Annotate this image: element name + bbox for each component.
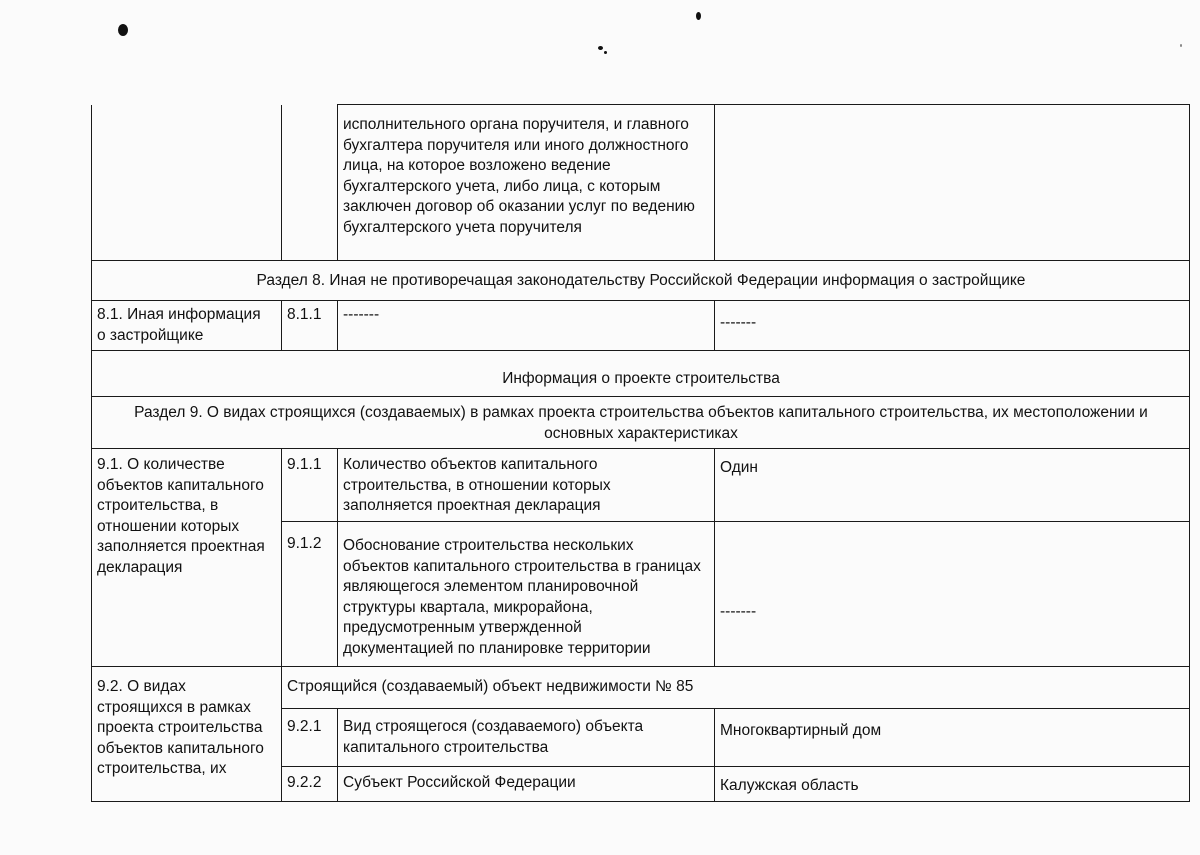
row-description-cell: [338, 301, 715, 351]
continuation-description-cell: [338, 105, 715, 261]
row-code: 9.1.1: [287, 456, 322, 473]
row-value-cell: [715, 767, 1190, 802]
row-code-cell: [282, 767, 338, 802]
group-9-2-label: 9.2. О видах строящихся в рамках проекта строительства объектов капитального строительства, их: [97, 678, 264, 777]
group-label-cell: [92, 449, 282, 667]
row-description: Обоснование строительства нескольких объектов капитального строительства в границах являющегося элементом планировочной структуры квартала, микрорайона, предусмотренным утвержденной документацией по планировке территории: [343, 537, 701, 657]
row-code-cell: [282, 449, 338, 522]
table-row: [92, 351, 1190, 397]
row-code-cell: [282, 301, 338, 351]
continuation-description: исполнительного органа поручителя, и главного бухгалтера поручителя или иного должностного лица, на которое возложено ведение бухгалтерского учета, либо лица, с которым заключен договор об оказании услуг по ведению бухгалтерского учета поручителя: [343, 116, 695, 236]
scan-speck: [118, 24, 128, 36]
row-value: -------: [720, 314, 757, 331]
row-value-cell: [715, 449, 1190, 522]
scan-speck: [696, 12, 701, 20]
row-description: Вид строящегося (создаваемого) объекта капитального строительства: [343, 718, 644, 756]
group-label-cell: [92, 667, 282, 802]
row-value-cell: [715, 709, 1190, 767]
row-code-cell: [282, 709, 338, 767]
row-value: -------: [720, 603, 757, 620]
section-8-header: Раздел 8. Иная не противоречащая законодательству Российской Федерации информация о застройщике: [256, 272, 1026, 289]
row-code: 8.1.1: [287, 306, 322, 323]
row-code: 9.2.1: [287, 718, 322, 735]
section-header-cell: [92, 261, 1190, 301]
empty-cell: [92, 105, 282, 261]
section-header-cell: [92, 397, 1190, 449]
group-9-1-label: 9.1. О количестве объектов капитального строительства, в отношении которых заполняется проектная декларация: [97, 456, 265, 576]
row-description: -------: [343, 306, 380, 323]
row-label-cell: [92, 301, 282, 351]
row-description: Количество объектов капитального строительства, в отношении которых заполняется проектная декларация: [343, 456, 611, 514]
section-9-header: Раздел 9. О видах строящихся (создаваемых) в рамках проекта строительства объектов капитального строительства, их местоположении и основных характеристиках: [134, 404, 1148, 442]
table-row: [92, 449, 1190, 522]
declaration-table: [91, 104, 1190, 802]
project-header: Информация о проекте строительства: [502, 370, 780, 387]
project-header-cell: [92, 351, 1190, 397]
empty-cell: [715, 105, 1190, 261]
row-value-cell: [715, 301, 1190, 351]
table-row: [92, 397, 1190, 449]
table-row: [92, 301, 1190, 351]
scan-speck: [598, 46, 603, 50]
row-description-cell: [338, 709, 715, 767]
row-code: 9.2.2: [287, 774, 322, 791]
scan-speck: [1180, 44, 1182, 47]
object-title-cell: [282, 667, 1190, 709]
row-value: Один: [720, 459, 758, 476]
row-description-cell: [338, 767, 715, 802]
row-label: 8.1. Иная информация о застройщике: [97, 306, 261, 344]
table-row: [92, 667, 1190, 709]
row-code: 9.1.2: [287, 535, 322, 552]
row-description: Субъект Российской Федерации: [343, 774, 576, 791]
row-description-cell: [338, 449, 715, 522]
row-value: Многоквартирный дом: [720, 722, 882, 739]
empty-cell: [282, 105, 338, 261]
object-title: Строящийся (создаваемый) объект недвижимости № 85: [287, 678, 694, 695]
scan-speck: [604, 51, 607, 54]
table-row: [92, 105, 1190, 261]
row-value: Калужская область: [720, 777, 859, 794]
table-row: [92, 261, 1190, 301]
row-value-cell: [715, 522, 1190, 667]
row-code-cell: [282, 522, 338, 667]
row-description-cell: [338, 522, 715, 667]
